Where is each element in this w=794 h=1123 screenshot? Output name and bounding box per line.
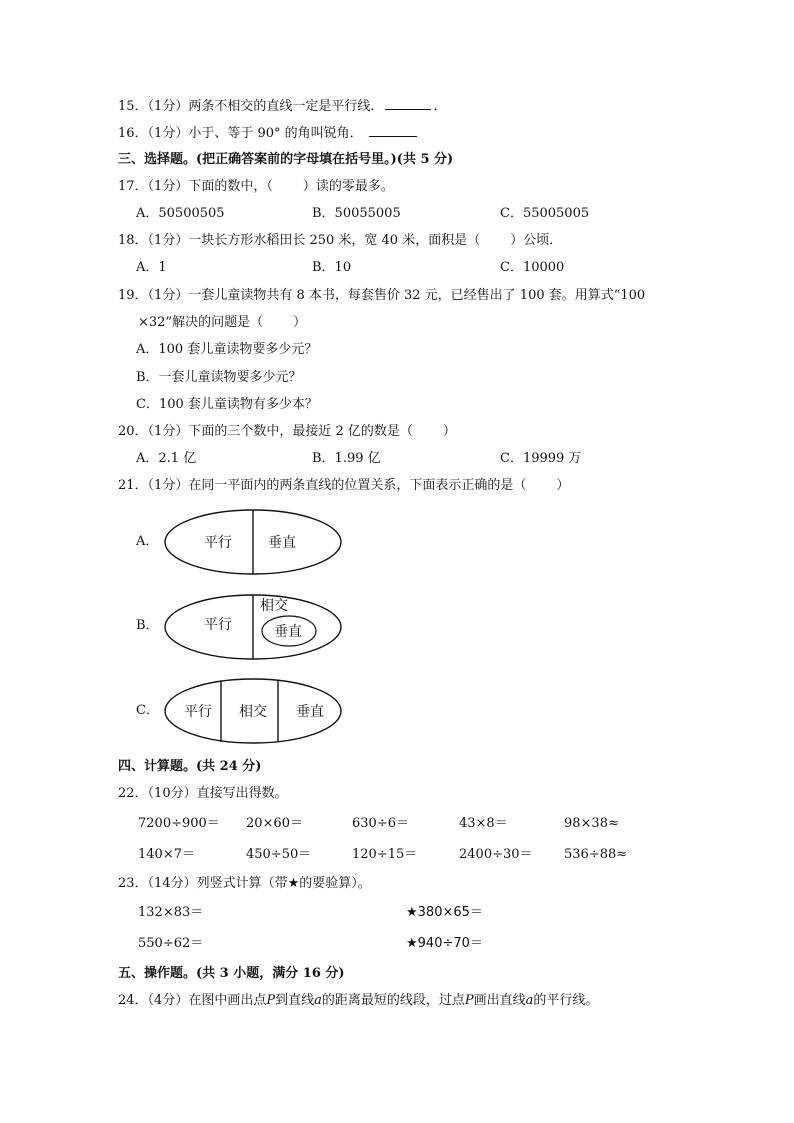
diagram-c-middle: 相交 <box>239 704 267 720</box>
diagram-c-left: 平行 <box>184 704 212 720</box>
answer-blank-16[interactable] <box>369 124 417 137</box>
q19-option-b[interactable]: B．一套儿童读物要多少元？ <box>136 370 302 385</box>
question-19: 19．（1分）一套儿童读物共有 8 本书，每套售价 32 元，已经售出了 100 套。用算式“100 <box>118 288 646 303</box>
question-23: 23．（14分）列竖式计算（带★的要验算）。 <box>118 876 371 891</box>
question-16: 16．（1分）小于、等于 90° 的角叫锐角． <box>118 124 419 143</box>
vertical-calc-item[interactable]: ★380×65＝ <box>406 905 483 920</box>
q17-option-c[interactable]: C．55005005 <box>500 206 590 221</box>
q18-option-b[interactable]: B．10 <box>312 260 352 275</box>
calc-item[interactable]: 43×8＝ <box>459 816 508 831</box>
question-20: 20．（1分）下面的三个数中，最接近 2 亿的数是（ ） <box>118 424 456 439</box>
diagram-b-inner: 垂直 <box>274 624 302 640</box>
q21-option-b-label[interactable]: B． <box>136 618 159 633</box>
question-24: 24．（4分）在图中画出点P到直线a的距离最短的线段，过点P画出直线a的平行线。 <box>118 993 599 1008</box>
question-21: 21．（1分）在同一平面内的两条直线的位置关系，下面表示正确的是（ ） <box>118 478 570 493</box>
q21-option-a-label[interactable]: A． <box>136 534 159 549</box>
q21-option-c-label[interactable]: C． <box>136 703 159 718</box>
vertical-calc-item[interactable]: ★940÷70＝ <box>406 936 483 951</box>
calc-item[interactable]: 140×7＝ <box>138 847 195 862</box>
question-15: 15．（1分）两条不相交的直线一定是平行线． ． <box>118 99 447 114</box>
answer-blank-15[interactable] <box>385 97 431 110</box>
diagram-a-right: 垂直 <box>268 535 296 551</box>
star-icon: ★ <box>287 876 300 891</box>
q17-option-b[interactable]: B．50055005 <box>312 206 401 221</box>
vertical-calc-item[interactable]: 132×83＝ <box>138 905 204 920</box>
q19-option-a[interactable]: A．100 套儿童读物要多少元？ <box>136 342 318 357</box>
diagram-a-left: 平行 <box>204 535 232 551</box>
q20-option-c[interactable]: C．19999 万 <box>500 451 582 466</box>
q21-diagram-c[interactable] <box>160 674 346 750</box>
diagram-b-left: 平行 <box>204 617 232 633</box>
question-18: 18．（1分）一块长方形水稻田长 250 米，宽 40 米，面积是（ ）公顷． <box>118 233 563 248</box>
q19-option-c[interactable]: C．100 套儿童读物有多少本？ <box>136 397 318 412</box>
section-3-title: 三、选择题。(把正确答案前的字母填在括号里。)(共 5 分) <box>118 152 454 167</box>
q18-option-a[interactable]: A．1 <box>136 260 167 275</box>
q21-diagram-a[interactable] <box>160 505 346 581</box>
q21-diagram-b[interactable] <box>160 590 346 666</box>
q20-option-b[interactable]: B．1.99 亿 <box>312 451 381 466</box>
calc-item[interactable]: 2400÷30＝ <box>459 847 533 862</box>
question-19-line2: ×32”解决的问题是（ ） <box>138 315 307 330</box>
calc-item[interactable]: 450÷50＝ <box>246 847 312 862</box>
q18-option-c[interactable]: C．10000 <box>500 260 565 275</box>
question-22: 22．（10分）直接写出得数。 <box>118 786 288 801</box>
calc-item[interactable]: 98×38≈ <box>564 816 619 831</box>
question-17: 17．（1分）下面的数中，（ ）读的零最多。 <box>118 179 394 194</box>
diagram-b-outer: 相交 <box>260 598 288 614</box>
diagram-c-right: 垂直 <box>296 704 324 720</box>
q20-option-a[interactable]: A．2.1 亿 <box>136 451 197 466</box>
section-5-title: 五、操作题。(共 3 小题，满分 16 分) <box>118 966 345 981</box>
calc-item[interactable]: 7200÷900＝ <box>138 816 220 831</box>
calc-item[interactable]: 120÷15＝ <box>352 847 418 862</box>
calc-item[interactable]: 630÷6＝ <box>352 816 409 831</box>
vertical-calc-item[interactable]: 550÷62＝ <box>138 936 204 951</box>
section-4-title: 四、计算题。(共 24 分) <box>118 759 262 774</box>
calc-item[interactable]: 20×60＝ <box>246 816 303 831</box>
q17-option-a[interactable]: A．50500505 <box>136 206 225 221</box>
calc-item[interactable]: 536÷88≈ <box>564 847 628 862</box>
